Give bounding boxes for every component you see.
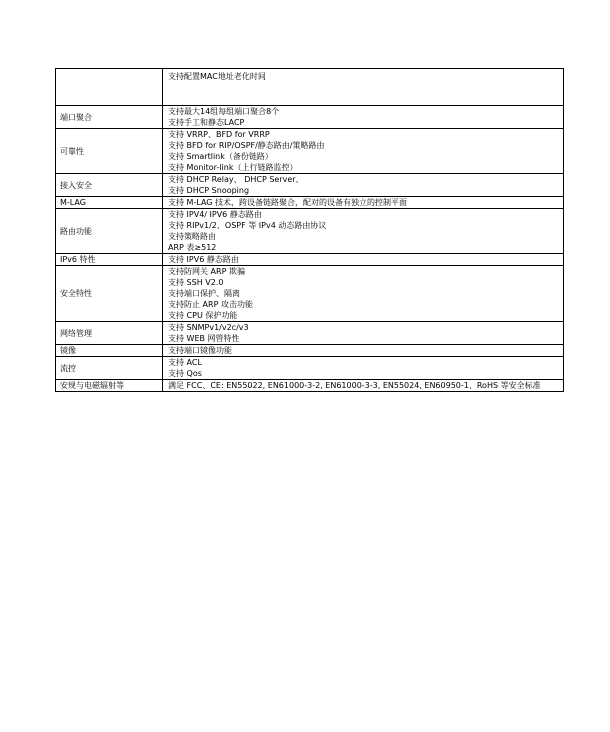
- description-cell: [163, 254, 564, 266]
- feature-cell: 流控: [56, 357, 163, 380]
- description-line: 支持 CPU 保护功能: [168, 311, 238, 320]
- description-line: 支持端口保护、隔离: [168, 289, 240, 298]
- table-row: [56, 345, 564, 357]
- description-line: 支持 IPV4/ IPV6 静态路由: [168, 210, 262, 219]
- feature-cell: 安全特性: [56, 266, 163, 322]
- description-line: 支持 DHCP Relay、 DHCP Server、: [168, 175, 304, 184]
- description-line: 支持 DHCP Snooping: [168, 186, 250, 195]
- feature-cell: 端口聚合: [56, 106, 163, 129]
- description-line: 支持 Qos: [168, 369, 202, 378]
- description-cell: [163, 209, 564, 254]
- table-row: [56, 266, 564, 322]
- table-row: [56, 380, 564, 392]
- description-line: 支持 M-LAG 技术，跨设备链路聚合，配对的设备有独立的控制平面: [168, 198, 408, 207]
- table-row: [56, 197, 564, 209]
- description-line: 支持策略路由: [168, 232, 216, 241]
- description-line: 支持 IPV6 静态路由: [168, 255, 239, 264]
- description-line: 支持 Monitor-link（上行链路监控）: [168, 163, 298, 172]
- table-row: [56, 209, 564, 254]
- table-row: [56, 322, 564, 345]
- description-cell: [163, 174, 564, 197]
- feature-cell: 可靠性: [56, 129, 163, 174]
- description-line: 支持最大14组每组端口聚合8个: [168, 107, 280, 116]
- description-line: 满足 FCC、CE: EN55022, EN61000-3-2, EN61000-3-3, EN55024, EN60950-1、RoHS 等安全标准: [168, 381, 541, 390]
- description-line: 支持防止 ARP 攻击功能: [168, 300, 253, 309]
- table-row: [56, 129, 564, 174]
- table-row: [56, 69, 564, 106]
- description-cell: [163, 380, 564, 392]
- feature-cell: [56, 69, 163, 106]
- description-line: 支持端口镜像功能: [168, 346, 232, 355]
- feature-cell: 接入安全: [56, 174, 163, 197]
- description-cell: [163, 357, 564, 380]
- description-line: 支持 SSH V2.0: [168, 278, 224, 287]
- description-line: 支持 SNMPv1/v2c/v3: [168, 323, 249, 332]
- table-row: [56, 174, 564, 197]
- table-row: [56, 254, 564, 266]
- table-row: [56, 106, 564, 129]
- table-row: [56, 357, 564, 380]
- description-line: 支持 RIPv1/2、OSPF 等 IPv4 动态路由协议: [168, 221, 327, 230]
- description-cell: [163, 322, 564, 345]
- description-line: 支持防网关 ARP 欺骗: [168, 267, 245, 276]
- description-line: 支持 VRRP、BFD for VRRP: [168, 130, 270, 139]
- description-cell: [163, 345, 564, 357]
- description-line: 支持 ACL: [168, 358, 202, 367]
- feature-cell: 网络管理: [56, 322, 163, 345]
- feature-cell: 镜像: [56, 345, 163, 357]
- description-line: 支持配置MAC地址老化时间: [168, 72, 266, 81]
- description-line: 支持 WEB 网管特性: [168, 334, 240, 343]
- description-cell: [163, 197, 564, 209]
- feature-cell: M-LAG: [56, 197, 163, 209]
- description-line: ARP 表≥512: [168, 243, 217, 252]
- description-cell: [163, 266, 564, 322]
- description-cell: [163, 69, 564, 106]
- description-line: 支持手工和静态LACP: [168, 118, 245, 127]
- description-cell: [163, 106, 564, 129]
- description-line: 支持 BFD for RIP/OSPF/静态路由/策略路由: [168, 141, 325, 150]
- description-cell: [163, 129, 564, 174]
- feature-cell: 路由功能: [56, 209, 163, 254]
- feature-cell: IPv6 特性: [56, 254, 163, 266]
- description-line: 支持 Smartlink（备份链路）: [168, 152, 273, 161]
- spec-table: [55, 68, 564, 392]
- feature-cell: 安规与电磁辐射等: [56, 380, 163, 392]
